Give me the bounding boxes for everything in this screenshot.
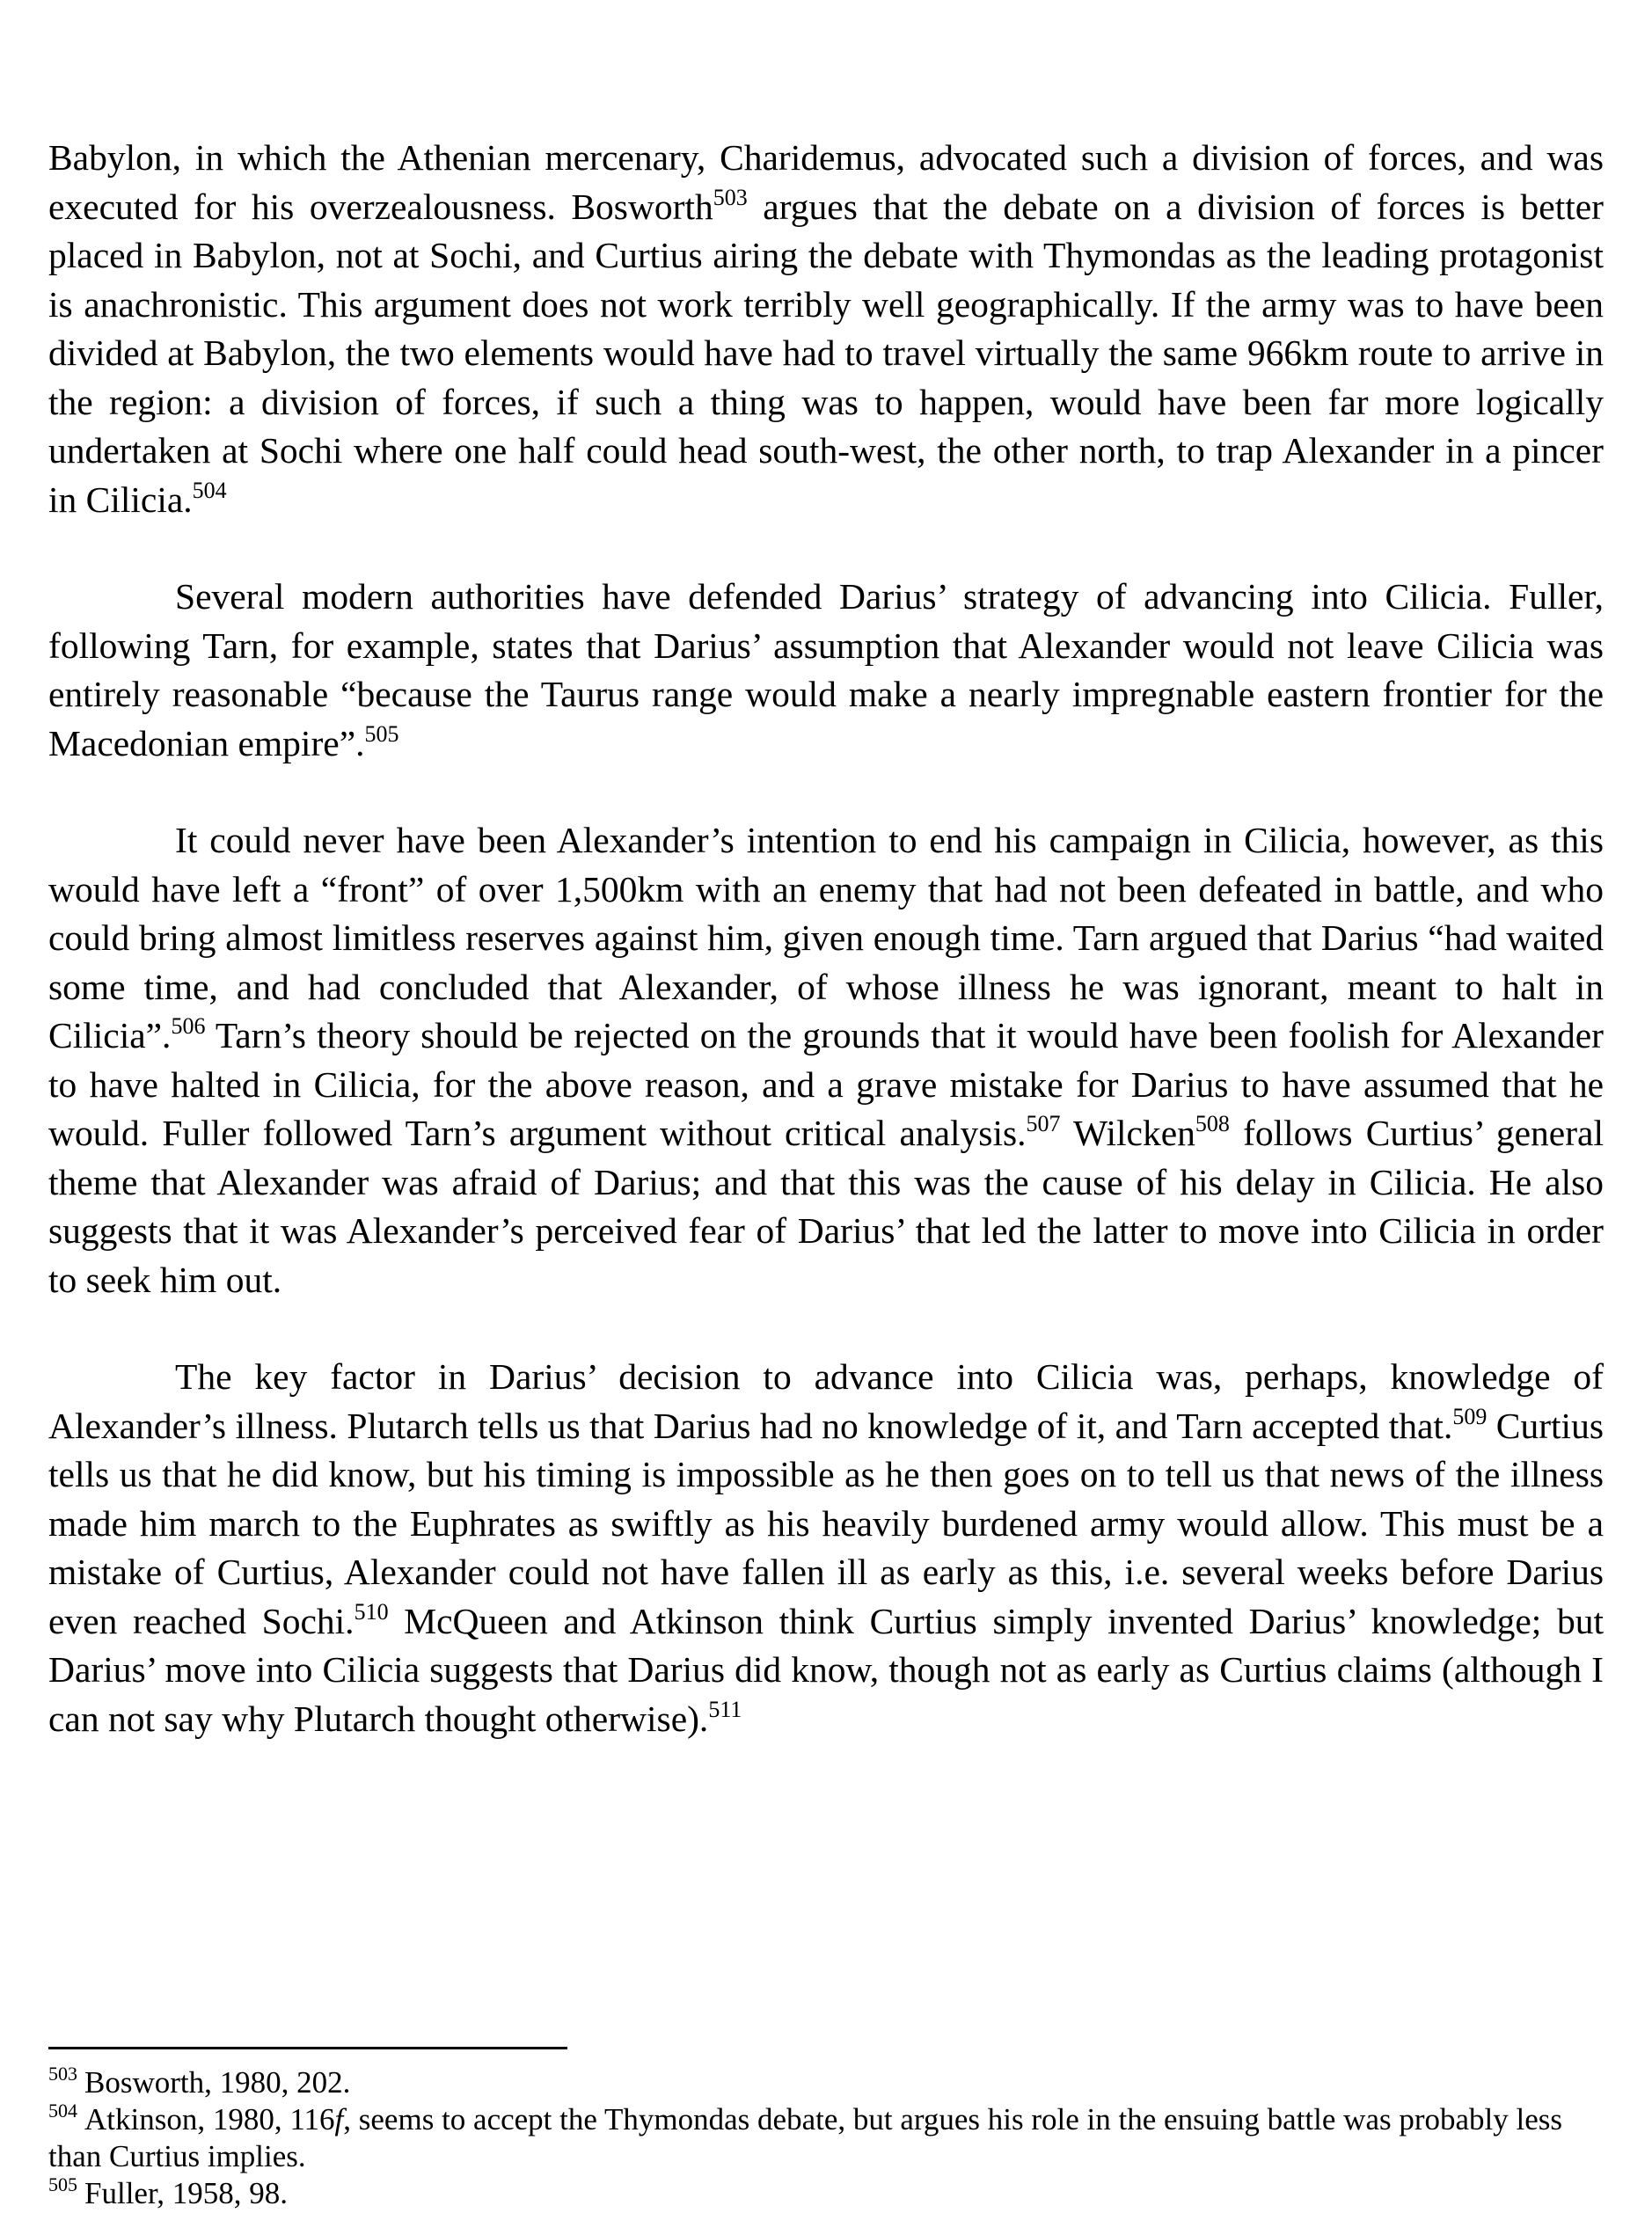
paragraph-gap (48, 1304, 1604, 1353)
footnote-text: Atkinson, 1980, 116 (84, 2102, 335, 2136)
footnote-number: 503 (48, 2063, 77, 2085)
document-body (48, 134, 1604, 1743)
footnote-505 (48, 2175, 1604, 2212)
footnote-ref-511[interactable]: 511 (708, 1696, 742, 1722)
footnote-ref-506[interactable]: 506 (171, 1013, 206, 1039)
footnote-number: 504 (48, 2100, 77, 2122)
paragraph-3-text-1: It could never have been Alexander’s intention to end his campaign in Cilicia, however, as this would have left a “front” of over 1,500km with an enemy that had not been defeated in battle, and who could bring almost limitless reserves against him, given enough time. Tarn argued that Darius “had waited some time, and had concluded that Alexander, of whose illness he was ignorant, meant to halt in Cilicia”. (48, 820, 1604, 1055)
paragraph-1-text-1: Babylon, in which the Athenian mercenary, Charidemus, advocated such a division of forces, and was executed for his overzealousness. Bosworth (48, 137, 1604, 227)
paragraph-3-text-3: Wilcken (1060, 1113, 1195, 1153)
paragraph-1-text-2: argues that the debate on a division of forces is better placed in Babylon, not at Sochi, and Curtius airing the debate with Thymondas as the leading protagonist is anachronistic. This argument does not work terribly well geographically. If the army was to have been divided at Babylon, the two elements would have had to travel virtually the same 966km route to arrive in the region: a division of forces, if such a thing was to happen, would have been far more logically undertaken at Sochi where one half could head south-west, the other north, to trap Alexander in a pincer in Cilicia. (48, 186, 1604, 520)
paragraph-2-text-1: Several modern authorities have defended Darius’ strategy of advancing into Cilicia. Fuller, following Tarn, for example, states that Darius’ assumption that Alexander would not leave Cilicia was entirely reasonable “because the Taurus range would make a nearly impregnable eastern frontier for the Macedonian empire”. (48, 576, 1604, 763)
footnote-ref-505[interactable]: 505 (364, 720, 399, 747)
paragraph-4-text-2: Curtius tells us that he did know, but his timing is impossible as he then goes on to tell us that news of the illness made him march to the Euphrates as swiftly as his heavily burdened army would allow. This must be a mistake of Curtius, Alexander could not have fallen ill as early as this, i.e. several weeks before Darius even reached Sochi. (48, 1405, 1604, 1641)
footnote-ref-508[interactable]: 508 (1195, 1111, 1230, 1136)
footnote-separator (48, 2047, 567, 2049)
footnote-number: 505 (48, 2173, 77, 2195)
footnote-ref-504[interactable]: 504 (192, 477, 227, 503)
footnote-text-italic: f (334, 2102, 344, 2136)
paragraph-3-text-2: Tarn’s theory should be rejected on the grounds that it would have been foolish for Alexander to have halted in Cilicia, for the above reason, and a grave mistake for Darius to have assumed that he would. Fuller followed Tarn’s argument without critical analysis. (48, 1015, 1604, 1153)
paragraph-1 (48, 134, 1604, 524)
paragraph-4 (48, 1353, 1604, 1743)
footnote-ref-503[interactable]: 503 (713, 184, 748, 210)
paragraph-gap (48, 768, 1604, 816)
paragraph-gap (48, 524, 1604, 573)
paragraph-3 (48, 816, 1604, 1304)
footnote-ref-507[interactable]: 507 (1026, 1111, 1061, 1136)
footnotes (48, 2064, 1604, 2212)
paragraph-4-text-1: The key factor in Darius’ decision to advance into Cilicia was, perhaps, knowledge of Alexander’s illness. Plutarch tells us that Darius had no knowledge of it, and Tarn accepted that. (48, 1356, 1604, 1446)
footnote-text: Fuller, 1958, 98. (84, 2176, 288, 2210)
footnote-ref-510[interactable]: 510 (354, 1598, 389, 1625)
footnote-ref-509[interactable]: 509 (1452, 1403, 1488, 1429)
footnote-504 (48, 2101, 1604, 2175)
paragraph-4-text-3: McQueen and Atkinson think Curtius simply invented Darius’ knowledge; but Darius’ move into Cilicia suggests that Darius did know, though not as early as Curtius claims (although I can not say why Plutarch thought otherwise). (48, 1600, 1604, 1739)
paragraph-2 (48, 573, 1604, 768)
paragraph-3-text-4: follows Curtius’ general theme that Alexander was afraid of Darius; and that this was the cause of his delay in Cilicia. He also suggests that it was Alexander’s perceived fear of Darius’ that led the latter to move into Cilicia in order to seek him out. (48, 1113, 1604, 1300)
footnote-text: Bosworth, 1980, 202. (84, 2065, 351, 2100)
footnote-text: , seems to accept the Thymondas debate, but argues his role in the ensuing battle was probably less than Curtius implies. (48, 2102, 1563, 2173)
footnote-503 (48, 2064, 1604, 2101)
